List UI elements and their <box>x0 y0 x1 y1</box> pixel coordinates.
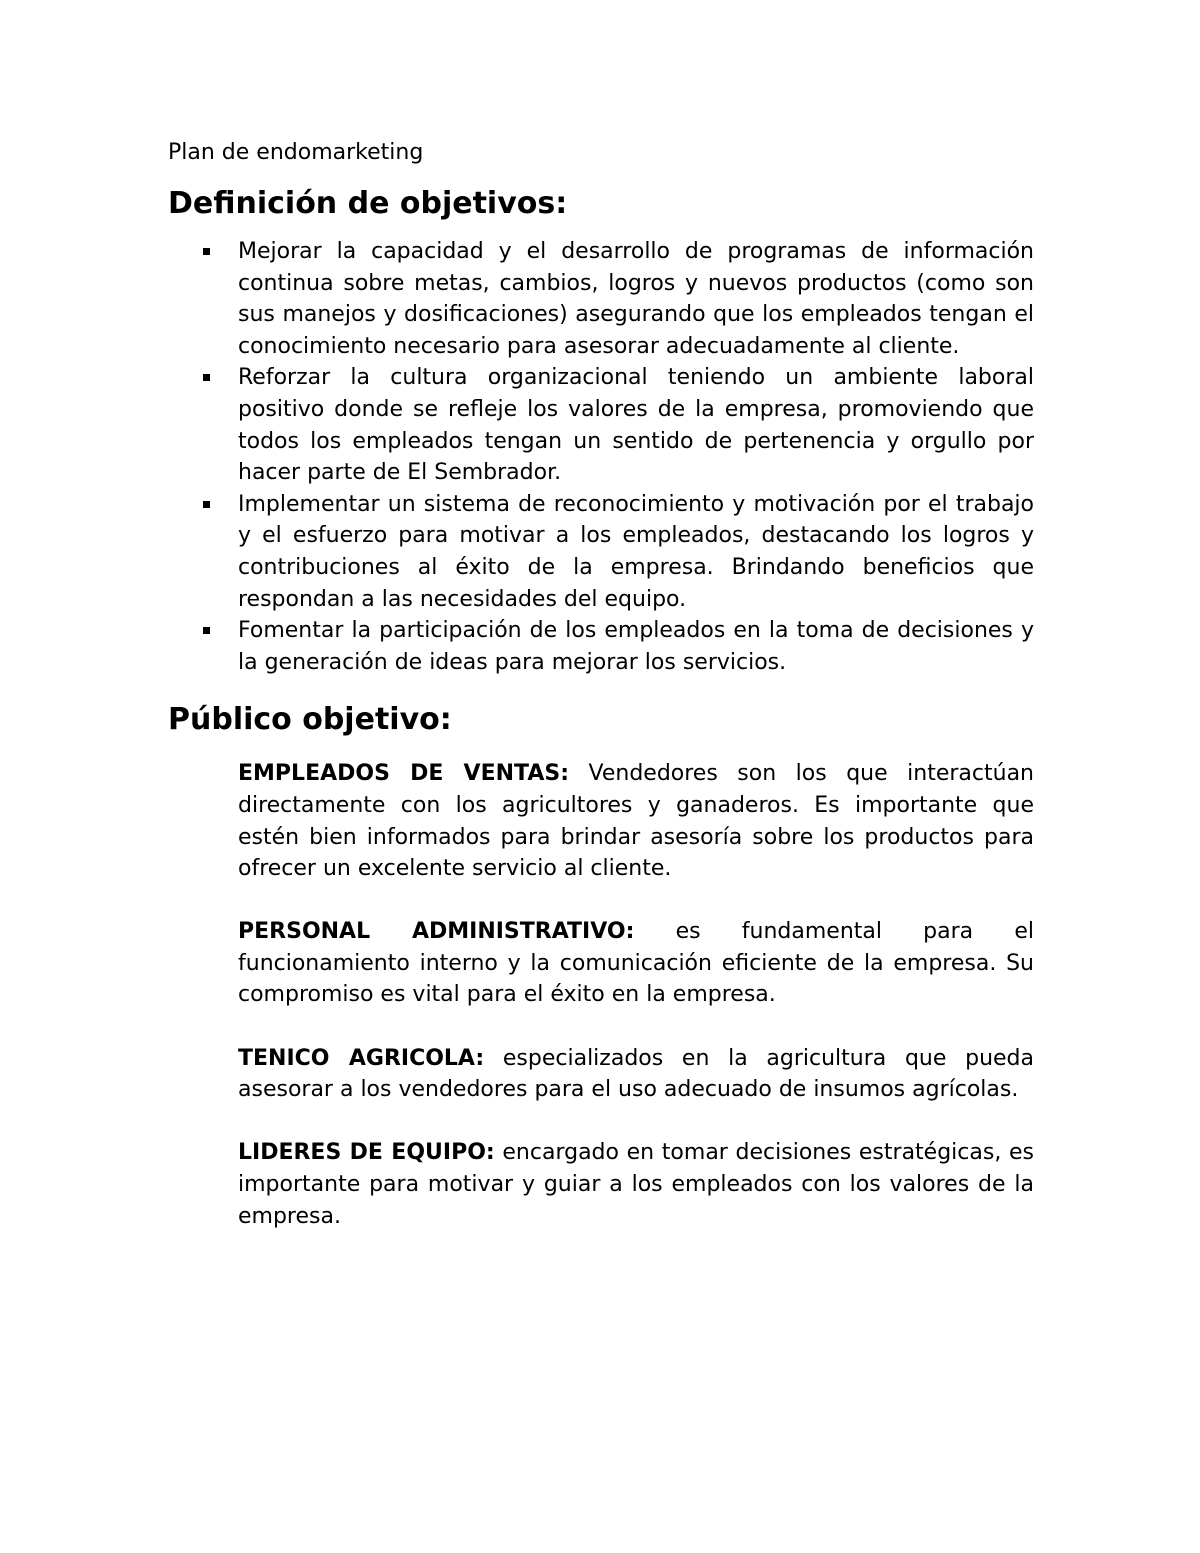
square-bullet-icon <box>203 501 210 508</box>
audience-term: EMPLEADOS DE VENTAS: <box>238 761 569 787</box>
audience-term: LIDERES DE EQUIPO: <box>238 1140 495 1166</box>
audience-description: encargado en tomar decisiones estratégicas, es importante para motivar y guiar a los empleados con los valores de la empresa. <box>238 1140 1034 1229</box>
objective-item <box>168 489 1034 615</box>
audience-item <box>168 758 1034 884</box>
objectives-list <box>168 236 1034 678</box>
square-bullet-icon <box>203 627 210 634</box>
objective-item <box>168 362 1034 488</box>
audience-item <box>168 1043 1034 1106</box>
audience-term: TENICO AGRICOLA: <box>238 1045 485 1071</box>
objective-item <box>168 236 1034 362</box>
square-bullet-icon <box>203 374 210 381</box>
objective-item <box>168 615 1034 678</box>
objective-text: Fomentar la participación de los empleados en la toma de decisiones y la generación de ideas para mejorar los servicios. <box>238 618 1034 675</box>
objectives-heading: Definición de objetivos: <box>168 186 568 221</box>
document-title: Plan de endomarketing <box>168 140 424 165</box>
audience-description: Vendedores son los que interactúan directamente con los agricultores y ganaderos. Es importante que estén bien informados para brindar asesoría sobre los productos para ofrecer un excelente servicio al cliente. <box>238 761 1034 882</box>
objective-text: Mejorar la capacidad y el desarrollo de programas de información continua sobre metas, cambios, logros y nuevos productos (como son sus manejos y dosificaciones) asegurando que los empleados tengan el conocimiento necesario para asesorar adecuadamente al cliente. <box>238 239 1034 359</box>
audience-heading: Público objetivo: <box>168 702 452 738</box>
audience-description: especializados en la agricultura que pueda asesorar a los vendedores para el uso adecuado de insumos agrícolas. <box>238 1045 1034 1103</box>
objective-text: Reforzar la cultura organizacional teniendo un ambiente laboral positivo donde se refleje los valores de la empresa, promoviendo que todos los empleados tengan un sentido de pertenencia y orgullo por hacer parte de El Sembrador. <box>238 365 1034 486</box>
objective-text: Implementar un sistema de reconocimiento y motivación por el trabajo y el esfuerzo para motivar a los empleados, destacando los logros y contribuciones al éxito de la empresa. Brindando beneficios que respondan a las necesidades del equipo. <box>238 491 1034 612</box>
audience-term: PERSONAL ADMINISTRATIVO: <box>238 919 635 945</box>
document-page <box>168 138 1034 1264</box>
audience-item <box>168 1137 1034 1232</box>
audience-item <box>168 916 1034 1011</box>
square-bullet-icon <box>203 248 210 255</box>
audience-list <box>168 758 1034 1232</box>
audience-description: es fundamental para el funcionamiento interno y la comunicación eficiente de la empresa. Su compromiso es vital para el éxito en la empresa. <box>238 919 1034 1008</box>
